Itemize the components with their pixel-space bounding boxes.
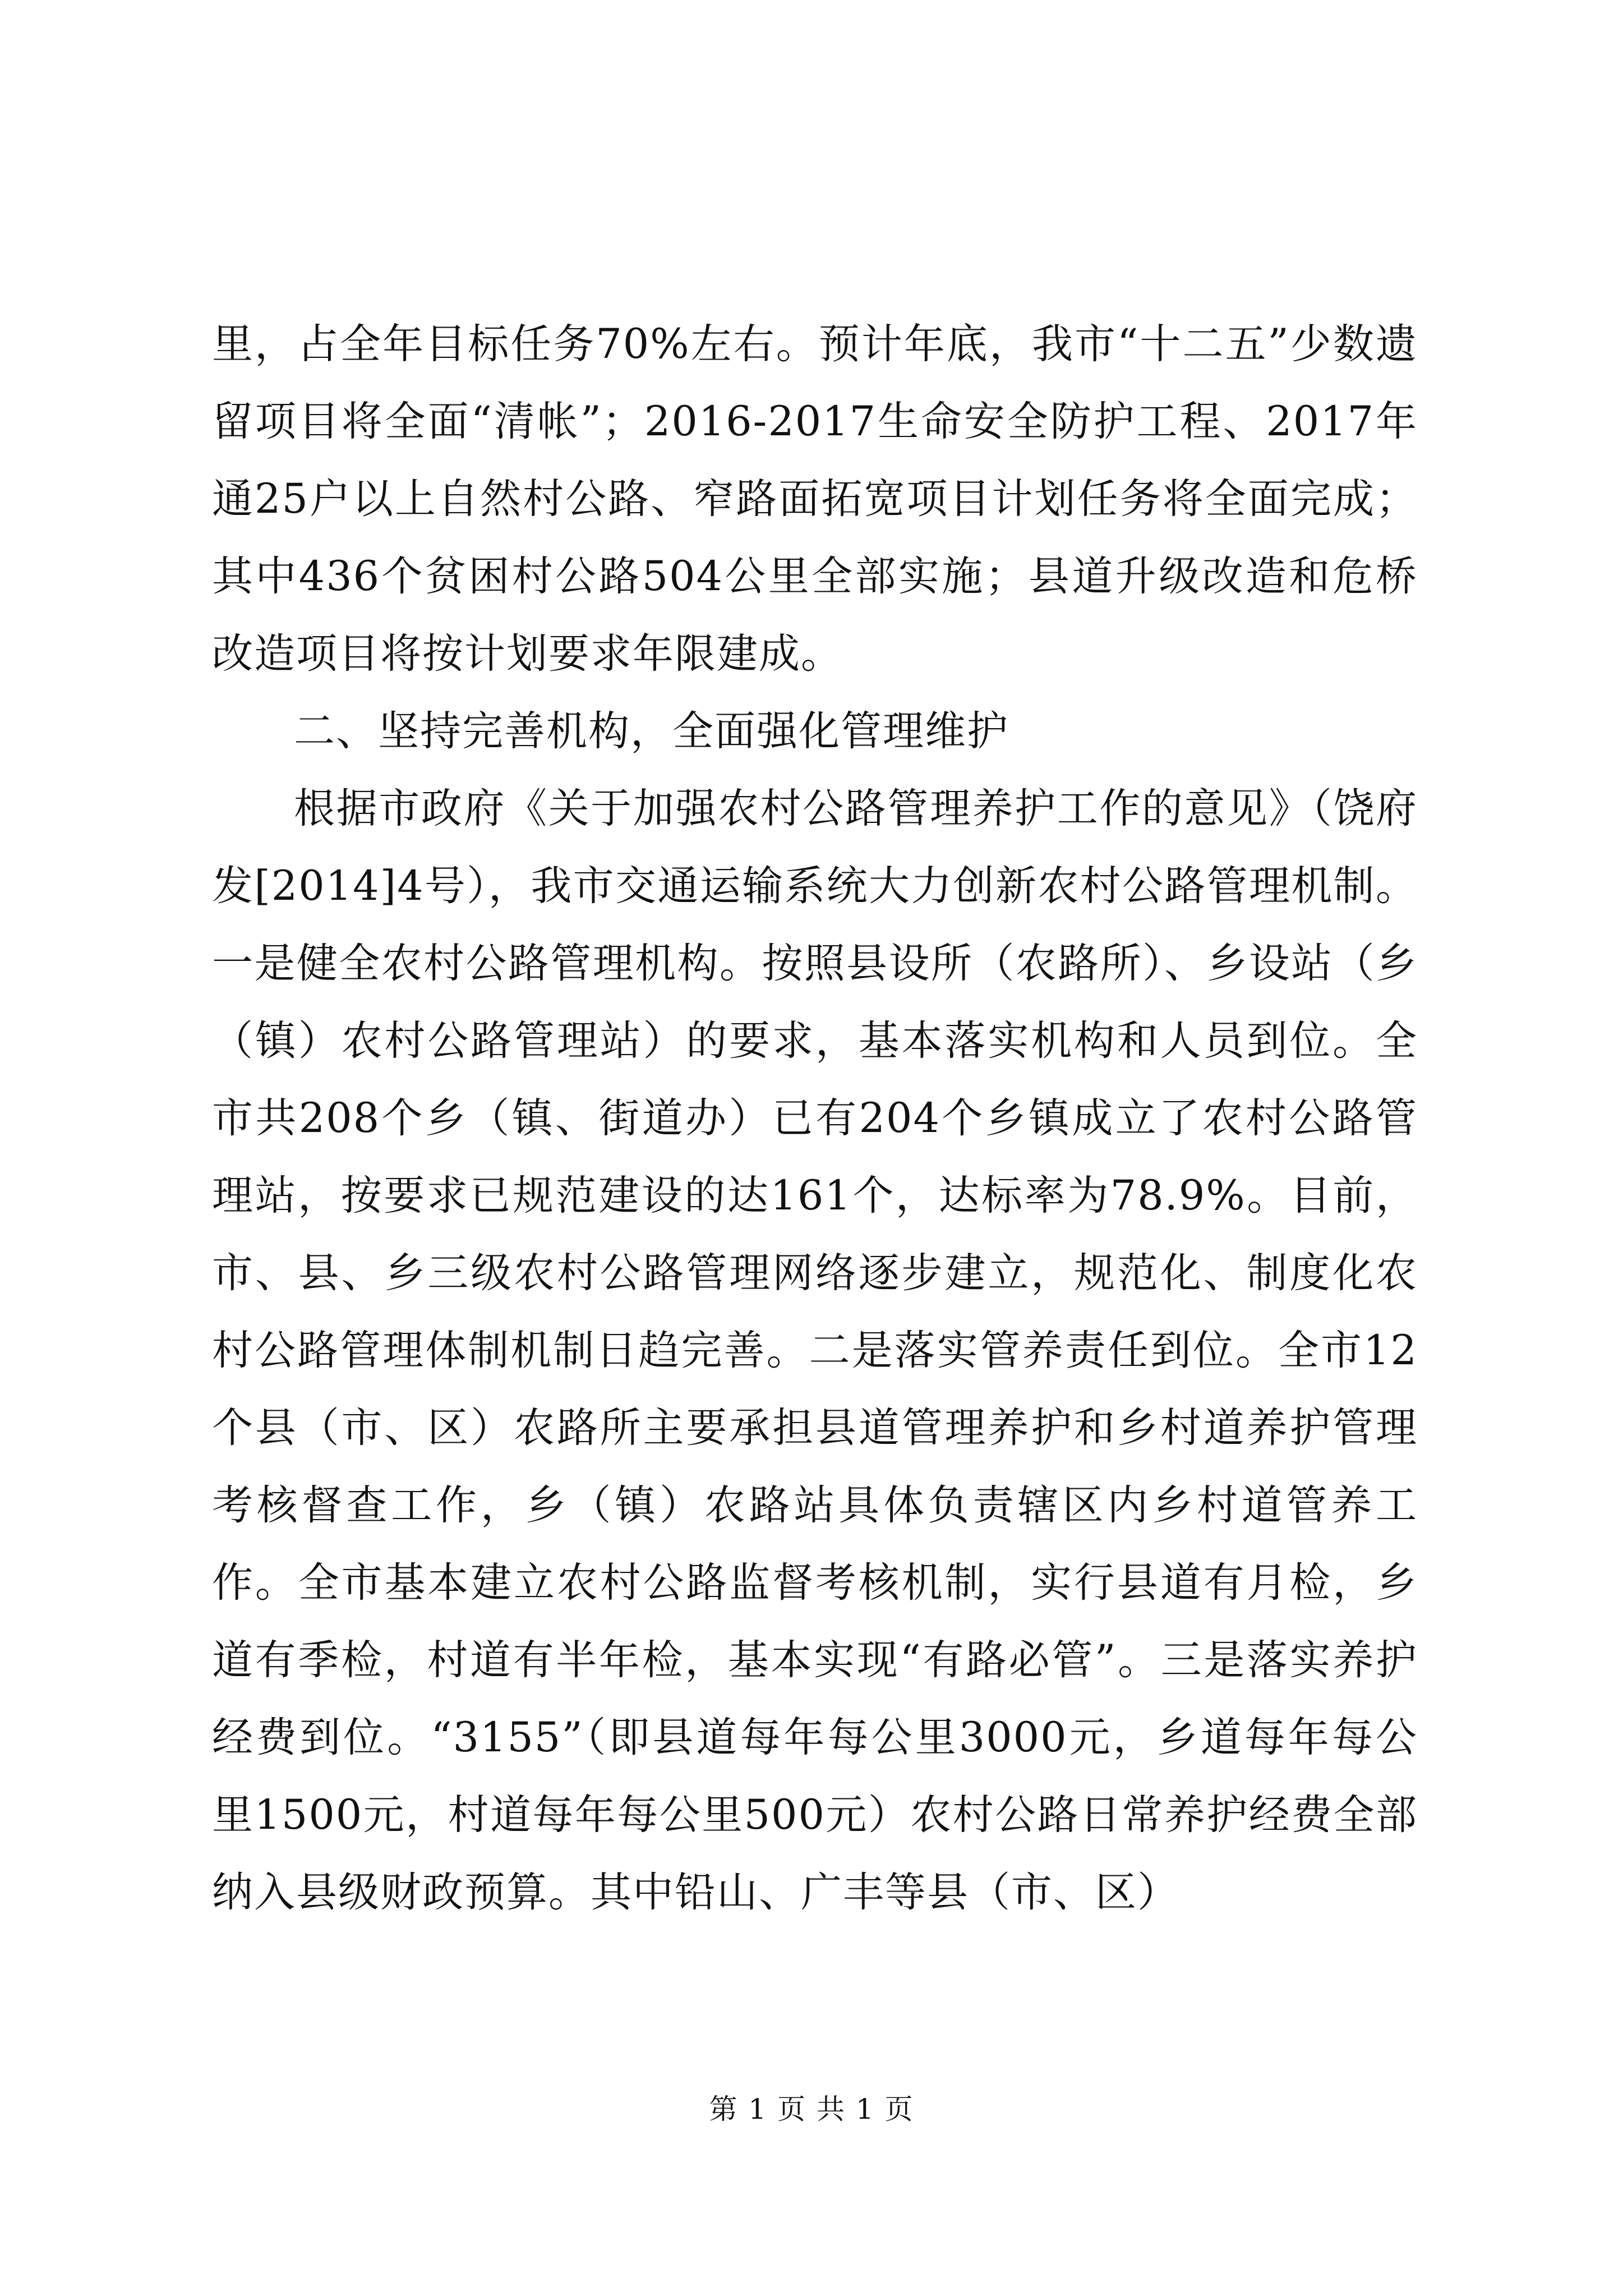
paragraph-body: 根据市政府《关于加强农村公路管理养护工作的意见》（饶府发[2014]4号），我市交通运输系统大力创新农村公路管理机制。一是健全农村公路管理机构。按照县设所（农路所）、乡设站（乡（镇）农村公路管理站）的要求，基本落实机构和人员到位。全市共208个乡（镇、街道办）已有204个乡镇成立了农村公路管理站，按要求已规范建设的达161个，达标率为78.9%。目前，市、县、乡三级农村公路管理网络逐步建立，规范化、制度化农村公路管理体制机制日趋完善。二是落实管养责任到位。全市12个县（市、区）农路所主要承担县道管理养护和乡村道养护管理考核督查工作，乡（镇）农路站具体负责辖区内乡村道管养工作。全市基本建立农村公路监督考核机制，实行县道有月检，乡道有季检，村道有半年检，基本实现“有路必管”。三是落实养护经费到位。“3155”（即县道每年每公里3000元，乡道每年每公里1500元，村道每年每公里500元）农村公路日常养护经费全部纳入县级财政预算。其中铅山、广丰等县（市、区）	[212, 785, 1418, 1916]
document-body	[212, 306, 1418, 1931]
page-footer: 第 1 页 共 1 页	[709, 2093, 914, 2125]
section-heading: 二、坚持完善机构，全面强化管理维护	[294, 707, 1009, 755]
paragraph-continuation: 里，占全年目标任务70%左右。预计年底，我市“十二五”少数遗留项目将全面“清帐”；2016-2017生命安全防护工程、2017年通25户以上自然村公路、窄路面拓宽项目计划任务将全面完成；其中436个贫困村公路504公里全部实施；县道升级改造和危桥改造项目将按计划要求年限建成。	[212, 320, 1418, 678]
